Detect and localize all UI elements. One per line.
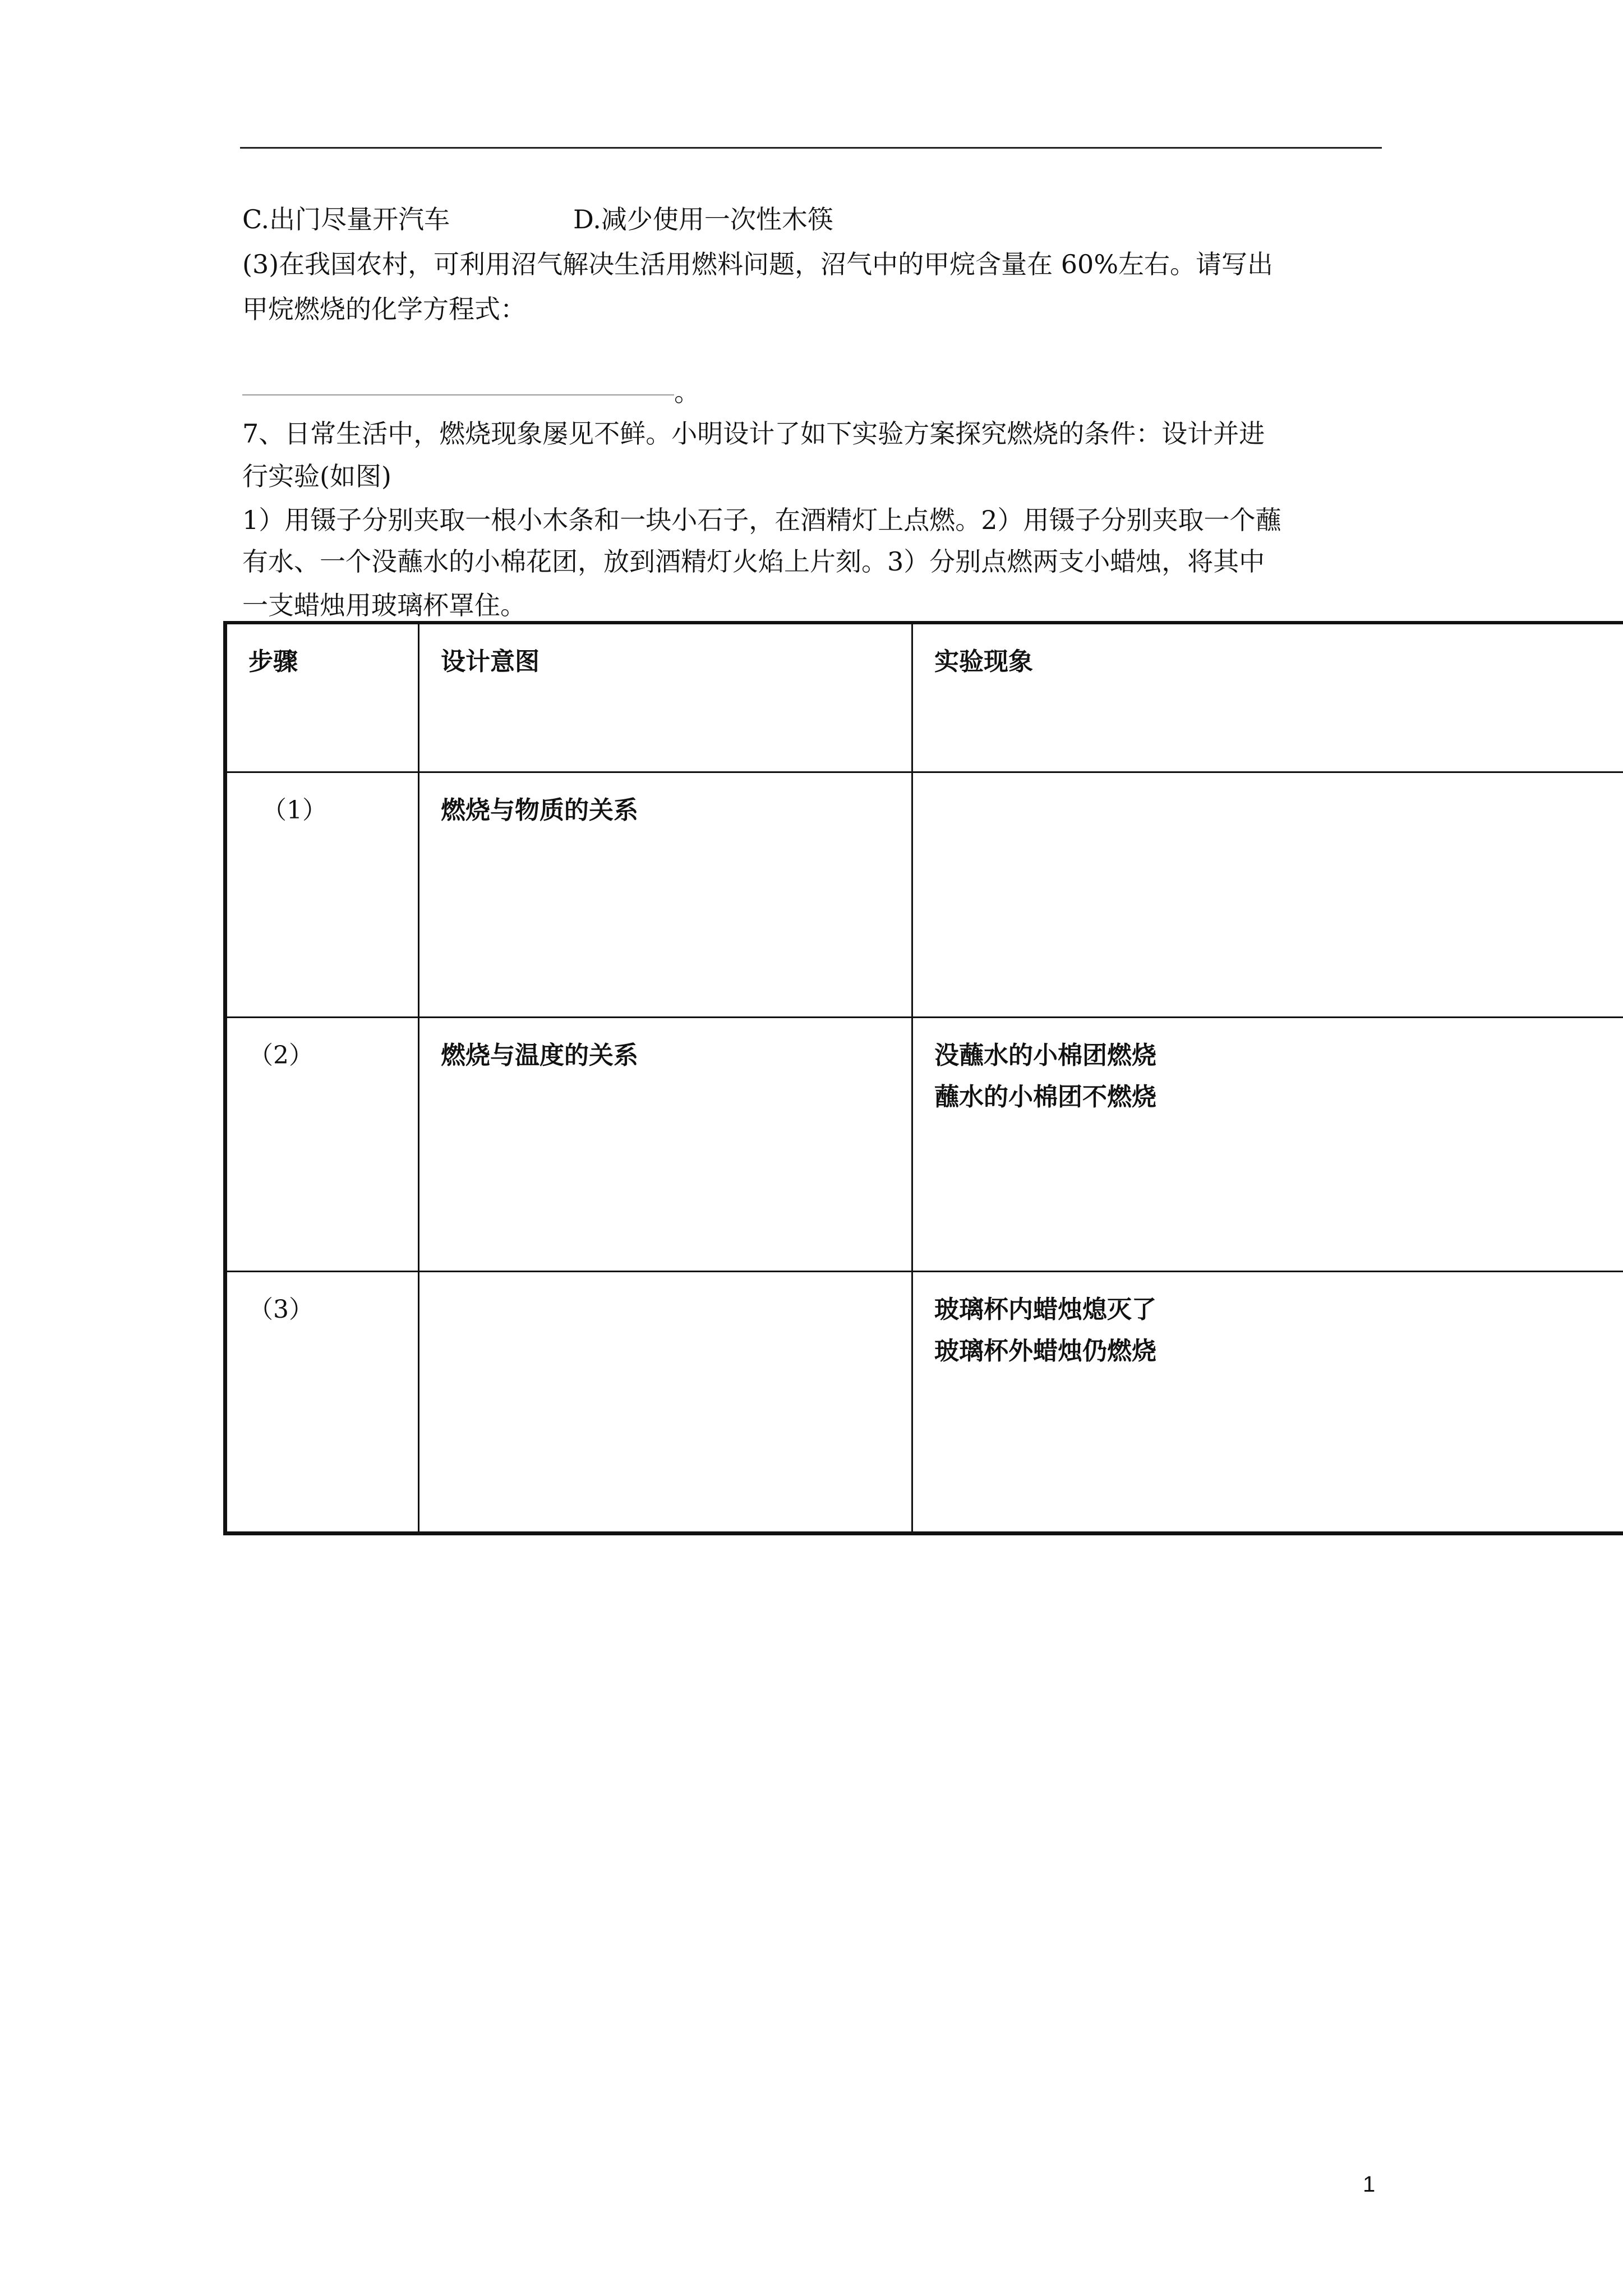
intent-cell: 燃烧与物质的关系 xyxy=(419,772,912,1018)
step-cell: （2） xyxy=(225,1018,419,1272)
question6-part3-line1: (3)在我国农村，可利用沼气解决生活用燃料问题，沼气中的甲烷含量在 60%左右。请写出 xyxy=(242,249,1274,279)
table-row xyxy=(225,1272,1623,1534)
page-number: 1 xyxy=(1363,2172,1376,2197)
answer-blank[interactable] xyxy=(242,394,674,395)
question6-options xyxy=(242,197,833,241)
phenomenon-line: 没蘸水的小棉团燃烧 xyxy=(934,1041,1156,1070)
header-intent: 设计意图 xyxy=(419,623,912,772)
intent-cell[interactable] xyxy=(419,1272,912,1534)
question7-line5: 一支蜡烛用玻璃杯罩住。 xyxy=(242,590,526,620)
phenomenon-cell[interactable] xyxy=(912,772,1623,1018)
question7-line1: 7、日常生活中，燃烧现象屡见不鲜。小明设计了如下实验方案探究燃烧的条件：设计并进 xyxy=(242,418,1265,449)
table-row xyxy=(225,1018,1623,1272)
phenomenon-cell xyxy=(912,1018,1623,1272)
question6-part3-line2: 甲烷燃烧的化学方程式： xyxy=(242,294,526,324)
table-header-row xyxy=(225,623,1623,772)
table-row xyxy=(225,772,1623,1018)
header-step: 步骤 xyxy=(225,623,419,772)
phenomenon-line: 玻璃杯内蜡烛熄灭了 xyxy=(934,1295,1156,1324)
answer-end-mark: 。 xyxy=(674,377,700,407)
header-phenomenon: 实验现象 xyxy=(912,623,1623,772)
phenomenon-line: 玻璃杯外蜡烛仍燃烧 xyxy=(934,1337,1156,1365)
phenomenon-line: 蘸水的小棉团不燃烧 xyxy=(934,1083,1156,1111)
header-rule xyxy=(240,147,1382,149)
experiment-table xyxy=(223,621,1623,1535)
option-c: C.出门尽量开汽车 xyxy=(242,204,450,234)
question7-line3: 1）用镊子分别夹取一根小木条和一块小石子，在酒精灯上点燃。2）用镊子分别夹取一个蘸 xyxy=(242,505,1281,535)
question7-line4: 有水、一个没蘸水的小棉花团，放到酒精灯火焰上片刻。3）分别点燃两支小蜡烛，将其中 xyxy=(242,546,1265,577)
step-cell: （3） xyxy=(225,1272,419,1534)
phenomenon-cell xyxy=(912,1272,1623,1534)
step-cell: （1） xyxy=(225,772,419,1018)
answer-blank-line xyxy=(242,370,700,414)
option-d: D.减少使用一次性木筷 xyxy=(573,204,833,234)
question7-line2: 行实验(如图) xyxy=(242,461,391,491)
intent-cell: 燃烧与温度的关系 xyxy=(419,1018,912,1272)
